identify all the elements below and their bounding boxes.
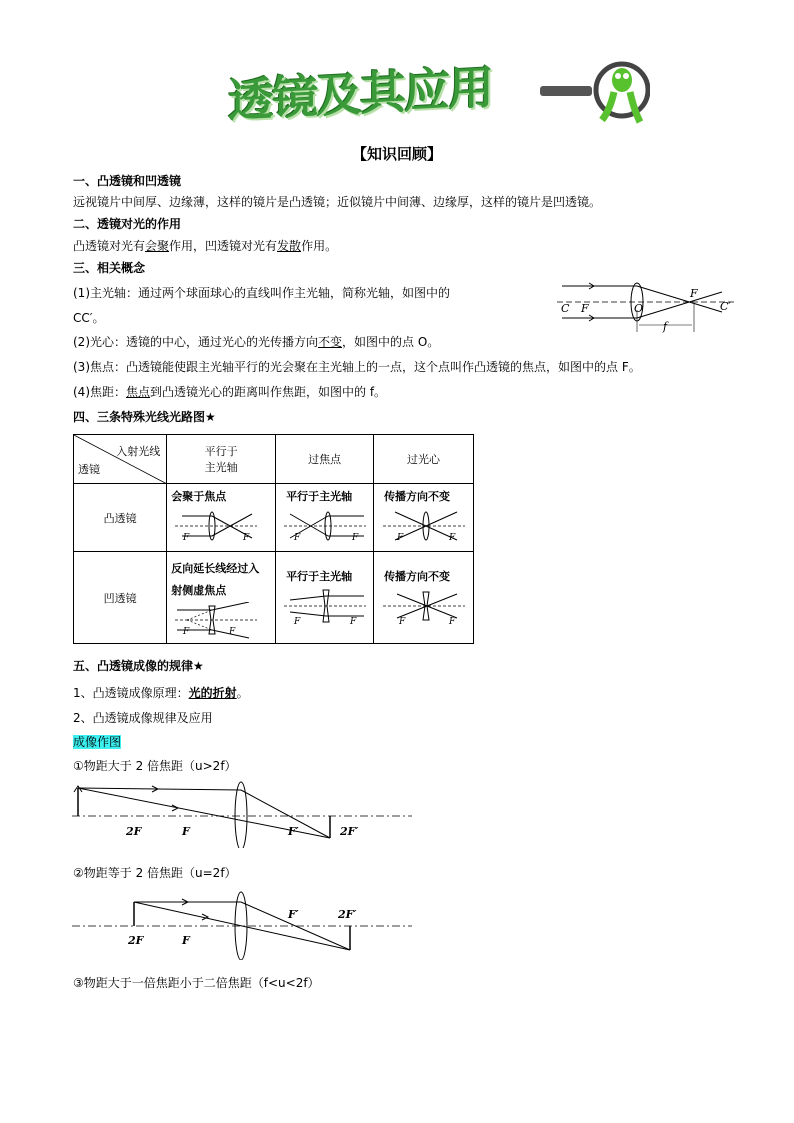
case3-caption: ③物距大于一倍焦距小于二倍焦距（f<u<2f） <box>73 976 320 990</box>
col-header-parallel: 平行于 主光轴 <box>167 435 276 484</box>
imaging-principle: 1、凸透镜成像原理：光的折射。 <box>73 686 249 700</box>
label-f-right: F <box>690 287 698 300</box>
svg-text:F: F <box>293 533 300 543</box>
label-focal-length: f <box>663 320 668 333</box>
page-title: 透镜及其应用 <box>228 60 492 128</box>
concept-axis-line1: (1)主光轴：通过两个球面球心的直线叫作主光轴，简称光轴，如图中的 <box>73 286 451 300</box>
caption: 传播方向不变 <box>384 490 451 503</box>
row-header-concave: 凹透镜 <box>74 552 167 644</box>
concave-parallel-diagram <box>167 602 267 640</box>
concept-focal-length: (4)焦距：焦点到凸透镜光心的距离叫作焦距，如图中的 f。 <box>73 385 387 399</box>
concept-axis-line2: CC′。 <box>73 311 105 325</box>
svg-text:F: F <box>349 617 356 627</box>
label-c: C <box>561 302 570 315</box>
imaging-rules-title: 2、凸透镜成像规律及应用 <box>73 711 213 725</box>
svg-text:2F: 2F <box>126 825 142 838</box>
imaging-drawing-tag: 成像作图 <box>73 735 122 749</box>
label-f-left: F <box>581 302 589 315</box>
caption: 会聚于焦点 <box>171 490 227 503</box>
special-rays-table <box>73 434 474 644</box>
convex-lens-figure <box>557 280 742 335</box>
svg-text:F: F <box>448 617 455 627</box>
concept-focus: (3)焦点：凸透镜能使跟主光轴平行的光会聚在主光轴上的一点，这个点叫作凸透镜的焦点，如图中的点 F。 <box>73 360 641 374</box>
cell-concave-parallel <box>167 552 276 644</box>
svg-text:F: F <box>448 533 455 543</box>
corner-lens-label: 透镜 <box>78 463 100 476</box>
table-corner-cell <box>74 435 167 484</box>
col-header-through-center: 过光心 <box>374 435 474 484</box>
convex-center-diagram <box>379 504 469 544</box>
cell-concave-center <box>374 552 474 644</box>
svg-text:F: F <box>243 533 250 543</box>
caption: 反向延长线经过入 射侧虚焦点 <box>171 562 260 597</box>
svg-text:2F′: 2F′ <box>338 908 357 921</box>
label-c-prime: C′ <box>720 300 731 313</box>
svg-text:F: F <box>229 627 236 637</box>
case2-caption: ②物距等于 2 倍焦距（u=2f） <box>73 866 237 880</box>
cell-convex-center <box>374 484 474 552</box>
case1-caption: ①物距大于 2 倍焦距（u>2f） <box>73 759 237 773</box>
row-header-convex: 凸透镜 <box>74 484 167 552</box>
svg-text:F: F <box>182 934 190 947</box>
svg-text:2F: 2F <box>128 934 144 947</box>
review-heading: 【知识回顾】 <box>351 145 442 163</box>
concave-focus-diagram <box>280 584 370 628</box>
cell-concave-focus <box>276 552 374 644</box>
label-o: O <box>634 302 644 315</box>
svg-text:F: F <box>183 533 190 543</box>
svg-text:F: F <box>396 533 403 543</box>
section2-heading: 二、透镜对光的作用 <box>73 217 182 231</box>
svg-text:F′: F′ <box>288 825 299 838</box>
svg-text:F: F <box>398 617 405 627</box>
svg-text:F: F <box>293 617 300 627</box>
section3-heading: 三、相关概念 <box>73 261 146 275</box>
concept-optical-center: (2)光心：透镜的中心，通过光心的光传播方向不变，如图中的点 O。 <box>73 335 440 349</box>
case1-diagram <box>72 778 417 848</box>
svg-text:F: F <box>183 627 190 637</box>
caption: 平行于主光轴 <box>286 490 353 503</box>
caption: 平行于主光轴 <box>286 570 353 583</box>
corner-incident-label: 入射光线 <box>116 445 161 458</box>
svg-text:F: F <box>182 825 190 838</box>
section2-text: 凸透镜对光有会聚作用，凹透镜对光有发散作用。 <box>73 239 338 253</box>
section1-text: 远视镜片中间厚、边缘薄，这样的镜片是凸透镜；近似镜片中间薄、边缘厚，这样的镜片是凹透镜。 <box>73 195 602 209</box>
svg-text:2F′: 2F′ <box>340 825 359 838</box>
cell-convex-focus <box>276 484 374 552</box>
caption: 传播方向不变 <box>384 570 451 583</box>
case2-diagram <box>72 888 417 960</box>
magnifier-mascot-icon <box>540 50 650 130</box>
convex-parallel-diagram <box>167 504 267 544</box>
convex-focus-diagram <box>280 504 370 544</box>
concave-center-diagram <box>379 584 469 628</box>
section1-heading: 一、凸透镜和凹透镜 <box>73 174 182 188</box>
section5-heading: 五、凸透镜成像的规律★ <box>73 659 204 673</box>
cell-convex-parallel <box>167 484 276 552</box>
svg-text:F: F <box>351 533 358 543</box>
svg-text:F′: F′ <box>288 908 299 921</box>
col-header-through-focus: 过焦点 <box>276 435 374 484</box>
section4-heading: 四、三条特殊光线光路图★ <box>73 410 216 424</box>
